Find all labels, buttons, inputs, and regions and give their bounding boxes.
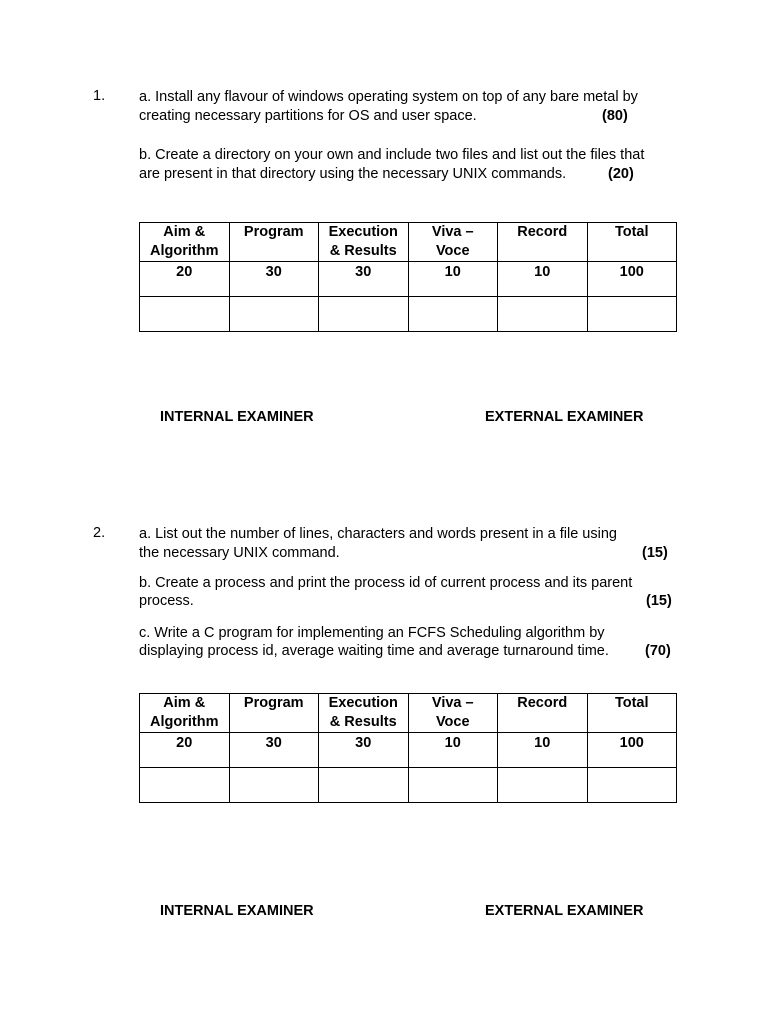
- marks-table-2-score-row: [140, 768, 677, 803]
- score-execution-results: [319, 768, 409, 803]
- header-record: Record: [498, 223, 588, 262]
- max-aim-algorithm: 20: [140, 262, 230, 297]
- score-total: [587, 768, 677, 803]
- question-1b-line-2-text: are present in that directory using the necessary UNIX commands.: [139, 166, 567, 182]
- external-examiner-label: EXTERNAL EXAMINER: [485, 409, 644, 425]
- marks-table-1-score-row: [140, 297, 677, 332]
- max-program: 30: [229, 733, 319, 768]
- question-1b-marks: (20): [608, 166, 634, 182]
- question-1b-line-1: b. Create a directory on your own and include two files and list out the files that: [139, 147, 645, 163]
- question-1a-line-2-text: creating necessary partitions for OS and user space.: [139, 108, 477, 124]
- question-1-number: 1.: [93, 88, 106, 104]
- question-1a-line-1: a. Install any flavour of windows operating system on top of any bare metal by: [139, 89, 638, 105]
- header-viva-voce: Viva – Voce: [408, 694, 498, 733]
- score-viva-voce: [408, 297, 498, 332]
- question-2c-line-2-text: displaying process id, average waiting time and average turnaround time.: [139, 643, 609, 659]
- max-total: 100: [587, 733, 677, 768]
- header-total: Total: [587, 694, 677, 733]
- header-execution-results: Execution & Results: [319, 223, 409, 262]
- max-execution-results: 30: [319, 262, 409, 297]
- question-2c-line-2: [139, 642, 679, 660]
- max-program: 30: [229, 262, 319, 297]
- question-2a: [139, 525, 679, 562]
- score-record: [498, 297, 588, 332]
- score-aim-algorithm: [140, 768, 230, 803]
- score-program: [229, 768, 319, 803]
- header-program: Program: [229, 694, 319, 733]
- max-execution-results: 30: [319, 733, 409, 768]
- question-1b: [139, 146, 679, 184]
- question-2c-marks: (70): [645, 643, 671, 659]
- marks-table-2-max-row: [140, 733, 677, 768]
- marks-table-2-header-row: [140, 694, 677, 733]
- score-record: [498, 768, 588, 803]
- header-viva-voce: Viva – Voce: [408, 223, 498, 262]
- question-2b-line-2: [139, 592, 679, 610]
- max-aim-algorithm: 20: [140, 733, 230, 768]
- max-record: 10: [498, 262, 588, 297]
- max-record: 10: [498, 733, 588, 768]
- marks-table-2: [139, 693, 677, 803]
- score-viva-voce: [408, 768, 498, 803]
- header-total: Total: [587, 223, 677, 262]
- header-record: Record: [498, 694, 588, 733]
- question-2a-marks: (15): [642, 545, 668, 561]
- score-total: [587, 297, 677, 332]
- question-1b-line-2: [139, 165, 679, 184]
- question-1a-marks: (80): [602, 108, 628, 124]
- marks-table-1: [139, 222, 677, 332]
- question-2c-line-1: c. Write a C program for implementing an FCFS Scheduling algorithm by: [139, 625, 605, 641]
- max-viva-voce: 10: [408, 262, 498, 297]
- max-viva-voce: 10: [408, 733, 498, 768]
- question-2b: [139, 574, 679, 610]
- header-program: Program: [229, 223, 319, 262]
- score-aim-algorithm: [140, 297, 230, 332]
- question-2b-line-2-text: process.: [139, 593, 194, 609]
- external-examiner-label: EXTERNAL EXAMINER: [485, 903, 644, 919]
- question-2-number: 2.: [93, 525, 106, 541]
- max-total: 100: [587, 262, 677, 297]
- score-program: [229, 297, 319, 332]
- internal-examiner-label: INTERNAL EXAMINER: [160, 409, 314, 425]
- header-execution-results: Execution & Results: [319, 694, 409, 733]
- score-execution-results: [319, 297, 409, 332]
- question-2a-line-2: [139, 544, 679, 562]
- internal-examiner-label: INTERNAL EXAMINER: [160, 903, 314, 919]
- question-2b-marks: (15): [646, 593, 672, 609]
- question-1a: [139, 88, 679, 126]
- marks-table-1-max-row: [140, 262, 677, 297]
- question-2a-line-2-text: the necessary UNIX command.: [139, 545, 340, 561]
- question-2c: [139, 624, 679, 660]
- question-2b-line-1: b. Create a process and print the process id of current process and its parent: [139, 575, 633, 591]
- question-1a-line-2: [139, 107, 679, 126]
- header-aim-algorithm: Aim & Algorithm: [140, 694, 230, 733]
- marks-table-1-header-row: [140, 223, 677, 262]
- header-aim-algorithm: Aim & Algorithm: [140, 223, 230, 262]
- question-2a-line-1: a. List out the number of lines, characters and words present in a file using: [139, 526, 617, 542]
